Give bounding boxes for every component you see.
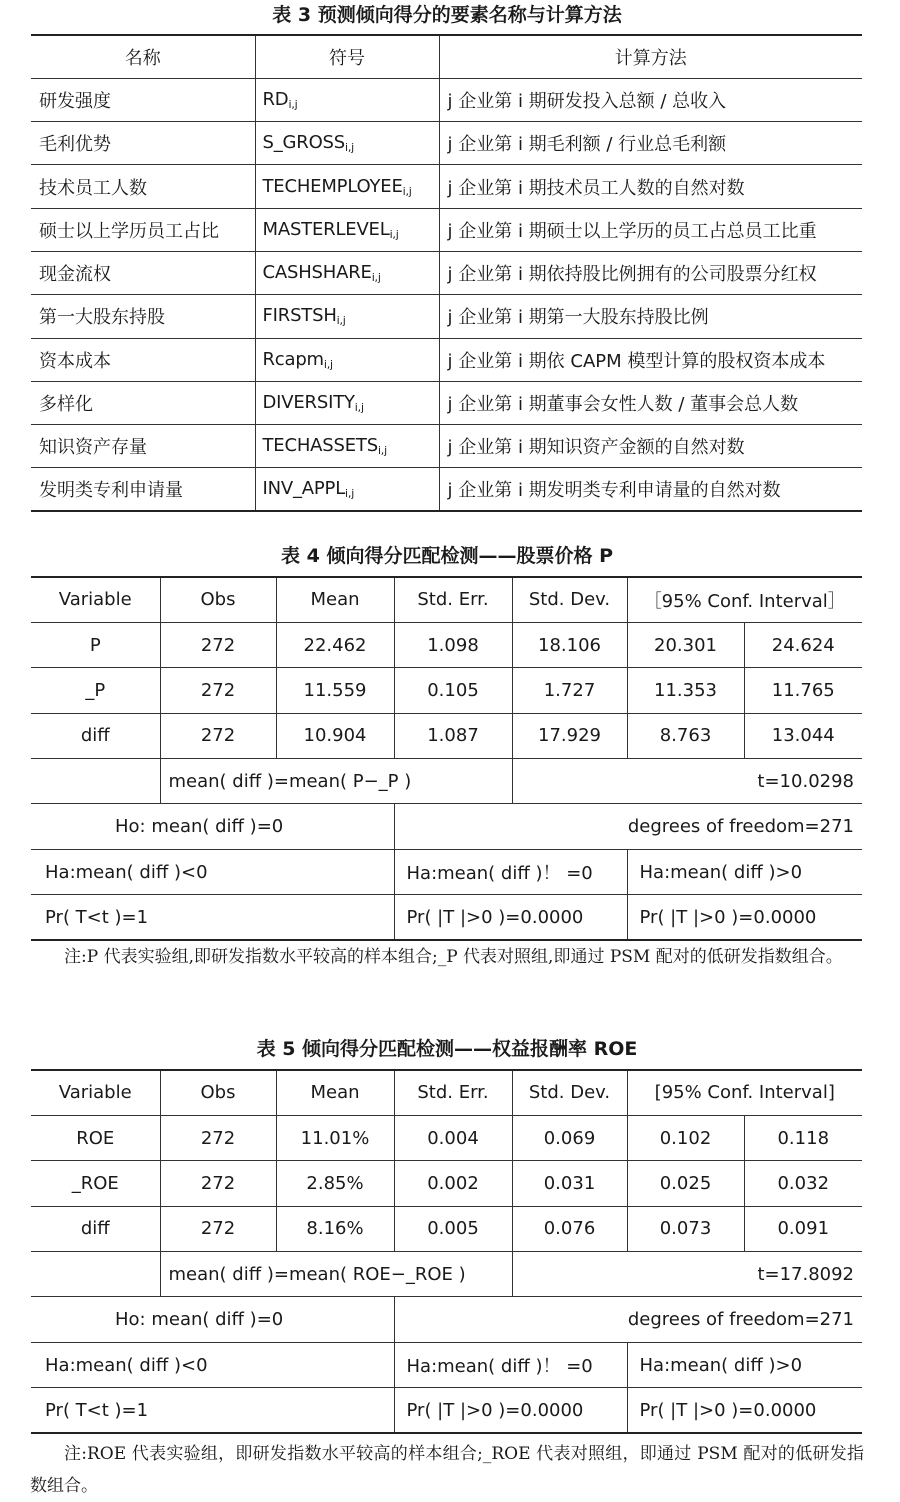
header-cell: Obs [160,577,276,622]
table-row [31,668,862,713]
table-header-row [31,1070,862,1115]
table-row [31,338,862,381]
pr-greater: Pr( |T |>0 )=0.0000 [627,895,862,940]
null-hypothesis: Ho: mean( diff )=0 [31,804,394,849]
null-hypothesis: Ho: mean( diff )=0 [31,1297,394,1342]
cell-std-err: 0.004 [394,1115,512,1160]
cell-ci-low: 0.073 [627,1206,744,1251]
factor-name: 资本成本 [31,338,255,381]
factor-symbol: $TECHASSETS_{i,j}$ [255,425,439,468]
alt-hypothesis-row [31,1342,862,1387]
table-row [31,1115,862,1160]
factor-method: j 企业第 i 期技术员工人数的自然对数 [439,165,862,208]
cell-mean: 2.85% [276,1161,394,1206]
factor-name: 技术员工人数 [31,165,255,208]
factor-symbol: $RD_{i,j}$ [255,78,439,121]
cell-ci-high: 24.624 [744,622,862,667]
degrees-of-freedom: degrees of freedom=271 [394,804,862,849]
table5 [31,1069,862,1434]
header-cell: ［95% Conf. Interval］ [627,577,862,622]
empty-cell [31,759,160,804]
cell-obs: 272 [160,1115,276,1160]
cell-std-err: 0.002 [394,1161,512,1206]
cell-variable: diff [31,1206,160,1251]
table-row [31,208,862,251]
factor-method: j 企业第 i 期发明类专利申请量的自然对数 [439,468,862,511]
formula-row [31,759,862,804]
header-cell: 计算方法 [439,35,862,78]
empty-cell [31,1252,160,1297]
ha-less: Ha:mean( diff )<0 [31,1342,394,1387]
ha-not-equal: Ha:mean( diff )！ =0 [394,1342,627,1387]
factor-symbol: $MASTERLEVEL_{i,j}$ [255,208,439,251]
cell-ci-high: 0.091 [744,1206,862,1251]
factor-method: j 企业第 i 期董事会女性人数 / 董事会总人数 [439,381,862,424]
table-row [31,1206,862,1251]
factor-name: 发明类专利申请量 [31,468,255,511]
table-row [31,425,862,468]
cell-variable: _P [31,668,160,713]
header-cell: 名称 [31,35,255,78]
cell-mean: 11.01% [276,1115,394,1160]
formula-row [31,1252,862,1297]
header-cell: Std. Err. [394,1070,512,1115]
factor-name: 多样化 [31,381,255,424]
ha-greater: Ha:mean( diff )>0 [627,849,862,894]
cell-ci-high: 11.765 [744,668,862,713]
table-row [31,295,862,338]
factor-method: j 企业第 i 期依 CAPM 模型计算的股权资本成本 [439,338,862,381]
factor-symbol: $TECHEMPLOYEE_{i,j}$ [255,165,439,208]
cell-ci-high: 0.032 [744,1161,862,1206]
cell-obs: 272 [160,713,276,758]
hypothesis-row [31,1297,862,1342]
pr-less: Pr( T<t )=1 [31,1388,394,1433]
probability-row [31,1388,862,1433]
table-header-row [31,577,862,622]
table4-note: 注:P 代表实验组,即研发指数水平较高的样本组合;_P 代表对照组,即通过 PSM 配对的低研发指数组合。 [64,947,843,967]
diff-formula: mean( diff )=mean( P−_P ) [160,759,512,804]
cell-obs: 272 [160,622,276,667]
header-cell: Variable [58,1082,132,1104]
header-cell: Std. Err. [394,577,512,622]
cell-std-dev: 18.106 [512,622,627,667]
table-row [31,381,862,424]
table-row [31,468,862,511]
factor-symbol: $INV\_APPL_{i,j}$ [255,468,439,511]
alt-hypothesis-row [31,849,862,894]
cell-variable: P [31,622,160,667]
cell-std-err: 1.087 [394,713,512,758]
header-cell: Mean [276,1070,394,1115]
factor-symbol: $DIVERSITY_{i,j}$ [255,381,439,424]
cell-std-dev: 0.031 [512,1161,627,1206]
ha-not-equal: Ha:mean( diff )！ =0 [394,849,627,894]
cell-ci-high: 0.118 [744,1115,862,1160]
cell-obs: 272 [160,1161,276,1206]
cell-obs: 272 [160,668,276,713]
header-cell: 符号 [255,35,439,78]
factor-method: j 企业第 i 期依持股比例拥有的公司股票分红权 [439,251,862,294]
header-cell: Mean [276,577,394,622]
table-row [31,713,862,758]
cell-std-dev: 1.727 [512,668,627,713]
hypothesis-row [31,804,862,849]
cell-variable: ROE [31,1115,160,1160]
factor-symbol: Rcapm$_{i,j}$ [255,338,439,381]
table-row [31,78,862,121]
pr-less: Pr( T<t )=1 [31,895,394,940]
cell-ci-low: 0.102 [627,1115,744,1160]
table-row [31,622,862,667]
table-header-row [31,35,862,78]
table-row [31,251,862,294]
table4-caption: 表 4 倾向得分匹配检测——股票价格 P [281,545,613,567]
pr-greater: Pr( |T |>0 )=0.0000 [627,1388,862,1433]
table4 [31,576,862,941]
factor-name: 知识资产存量 [31,425,255,468]
header-cell: Std. Dev. [512,1070,627,1115]
factor-method: j 企业第 i 期研发投入总额 / 总收入 [439,78,862,121]
header-cell: Obs [160,1070,276,1115]
table-row [31,122,862,165]
cell-std-err: 0.005 [394,1206,512,1251]
factor-symbol: $CASHSHARE_{i,j}$ [255,251,439,294]
cell-ci-low: 20.301 [627,622,744,667]
cell-variable: diff [31,713,160,758]
cell-std-err: 1.098 [394,622,512,667]
ha-greater: Ha:mean( diff )>0 [627,1342,862,1387]
cell-std-dev: 0.069 [512,1115,627,1160]
factor-symbol: $FIRSTSH_{i,j}$ [255,295,439,338]
t-statistic: t=10.0298 [512,759,862,804]
pr-not-equal: Pr( |T |>0 )=0.0000 [394,895,627,940]
factor-name: 现金流权 [31,251,255,294]
probability-row [31,895,862,940]
cell-mean: 22.462 [276,622,394,667]
table3-caption: 表 3 预测倾向得分的要素名称与计算方法 [272,4,622,26]
t-statistic: t=17.8092 [512,1252,862,1297]
table-row [31,1161,862,1206]
table5-note: 注:ROE 代表实验组，即研发指数水平较高的样本组合;_ROE 代表对照组，即通过 PSM 配对的低研发指数组合。 [30,1444,864,1496]
factor-method: j 企业第 i 期硕士以上学历的员工占总员工比重 [439,208,862,251]
cell-std-dev: 0.076 [512,1206,627,1251]
factor-method: j 企业第 i 期第一大股东持股比例 [439,295,862,338]
header-cell: Variable [58,589,132,611]
factor-name: 研发强度 [31,78,255,121]
factor-symbol: $S\_GROSS_{i,j}$ [255,122,439,165]
factor-name: 毛利优势 [31,122,255,165]
factor-method: j 企业第 i 期知识资产金额的自然对数 [439,425,862,468]
degrees-of-freedom: degrees of freedom=271 [394,1297,862,1342]
pr-not-equal: Pr( |T |>0 )=0.0000 [394,1388,627,1433]
cell-std-dev: 17.929 [512,713,627,758]
header-cell: [95% Conf. Interval] [627,1070,862,1115]
cell-ci-low: 8.763 [627,713,744,758]
factor-name: 第一大股东持股 [31,295,255,338]
cell-ci-low: 0.025 [627,1161,744,1206]
cell-std-err: 0.105 [394,668,512,713]
cell-ci-high: 13.044 [744,713,862,758]
header-cell: Std. Dev. [512,577,627,622]
factor-method: j 企业第 i 期毛利额 / 行业总毛利额 [439,122,862,165]
diff-formula: mean( diff )=mean( ROE−_ROE ) [160,1252,512,1297]
cell-variable: _ROE [31,1161,160,1206]
cell-obs: 272 [160,1206,276,1251]
cell-mean: 8.16% [276,1206,394,1251]
cell-mean: 11.559 [276,668,394,713]
table5-caption: 表 5 倾向得分匹配检测——权益报酬率 ROE [256,1038,638,1060]
table-row [31,165,862,208]
table3 [31,34,862,512]
cell-mean: 10.904 [276,713,394,758]
factor-name: 硕士以上学历员工占比 [31,208,255,251]
ha-less: Ha:mean( diff )<0 [31,849,394,894]
cell-ci-low: 11.353 [627,668,744,713]
